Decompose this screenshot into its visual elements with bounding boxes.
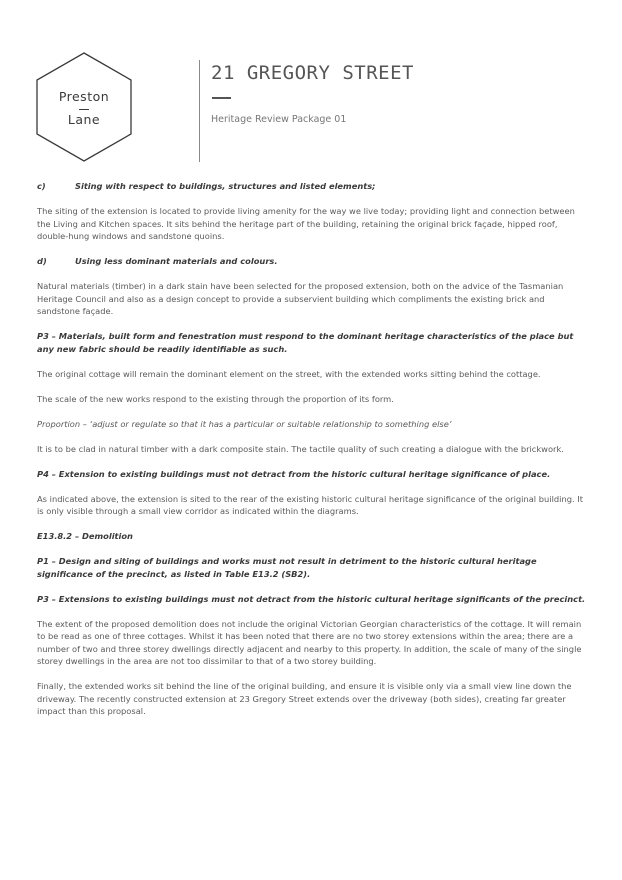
section-c-body: The siting of the extension is located to provide living amenity for the way we live today; providing light and connection between the Living and Kitchen spaces. It sits behind the heritage part of the building, retaining the original brick façade, hipped roof, double-hung windows and sandstone quoins. <box>37 206 575 241</box>
logo-line1: Preston <box>58 89 110 104</box>
p3-body-3: It is to be clad in natural timber with a dark composite stain. The tactile quality of such creating a dialogue with the brickwork. <box>37 443 564 454</box>
page-subtitle: Heritage Review Package 01 <box>211 114 347 125</box>
demolition-body: The extent of the proposed demolition does not include the original Victorian Georgian characteristics of the cottage. It will remain to be read as one of three cottages. Whilst it has been noted that there are no two storey extensions within the area; there are a number of two and three storey dwellings directly adjacent and nearby to this property. In addition, the scale of many of the single storey dwellings in the area are not too dissimilar to that of a two storey building. <box>37 618 582 666</box>
proportion-definition: Proportion – ‘adjust or regulate so that it has a particular or suitable relationship to something else’ <box>37 418 452 429</box>
e13-heading: E13.8.2 – Demolition <box>37 531 133 541</box>
section-d-heading <box>37 255 587 268</box>
preston-lane-logo <box>36 52 132 162</box>
section-d-label: d) <box>37 256 47 266</box>
p4-heading: P4 – Extension to existing buildings must not detract from the historic cultural heritage significance of place. <box>37 468 551 479</box>
header-divider <box>199 60 200 162</box>
p3-body-2: The scale of the new works respond to the existing through the proportion of its form. <box>37 393 394 404</box>
section-c-label: c) <box>37 181 46 191</box>
p1-heading: P1 – Design and siting of buildings and works must not result in detriment to the historic cultural heritage significance of the precinct, as listed in Table E13.2 (SB2). <box>37 556 537 579</box>
section-d-title: Using less dominant materials and colours. <box>75 256 278 266</box>
section-c-heading <box>37 180 587 193</box>
p3-heading: P3 – Materials, built form and fenestration must respond to the dominant heritage characteristics of the place but any new fabric should be readily identifiable as such. <box>37 331 574 354</box>
p3b-heading: P3 – Extensions to existing buildings must not detract from the historic cultural heritage significants of the precinct. <box>37 593 586 604</box>
p3-body-1: The original cottage will remain the dominant element on the street, with the extended works sitting behind the cottage. <box>37 368 541 379</box>
page-title: 21 GREGORY STREET <box>211 62 414 84</box>
logo-divider <box>79 109 89 110</box>
p4-body: As indicated above, the extension is sited to the rear of the existing historic cultural heritage significance of the original building. It is only visible through a small view corridor as indicated within the diagrams. <box>37 493 583 516</box>
document-body <box>37 180 587 730</box>
hexagon-logo-icon <box>36 52 132 162</box>
section-d-body: Natural materials (timber) in a dark stain have been selected for the proposed extension, both on the advice of the Tasmanian Heritage Council and also as a design concept to provide a subservient building which compliments the existing brick and sandstone façade. <box>37 281 564 316</box>
final-body: Finally, the extended works sit behind the line of the original building, and ensure it is visible only via a small view line down the driveway. The recently constructed extension at 23 Gregory Street extends over the driveway (both sides), creating far greater impact than this proposal. <box>37 681 572 716</box>
logo-line2: Lane <box>67 112 101 127</box>
title-underline <box>212 97 231 99</box>
section-c-title: Siting with respect to buildings, structures and listed elements; <box>75 181 376 191</box>
